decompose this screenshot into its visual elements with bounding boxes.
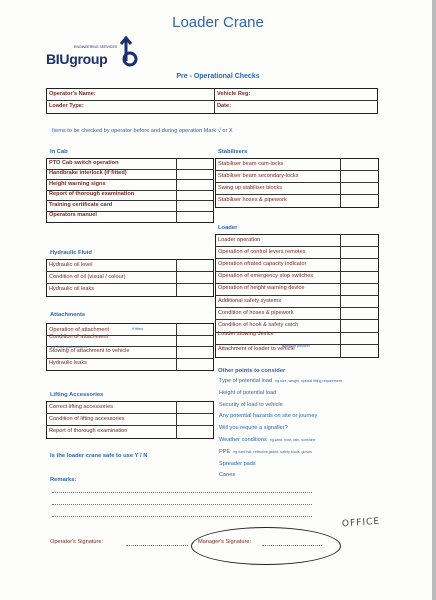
other-point-text: Weather conditions	[219, 437, 267, 443]
other-point-text: Cones	[219, 472, 236, 479]
other-point-text: Height of potential load	[219, 389, 277, 396]
stab-check-box[interactable]	[341, 159, 376, 169]
stabilisers-heading: Stabilisers	[218, 149, 248, 155]
loader-check-box[interactable]	[341, 345, 376, 355]
loader-check-box[interactable]	[341, 320, 376, 330]
form-subtitle: Pre - Operational Checks	[176, 73, 260, 80]
hyd-check-box[interactable]	[177, 284, 211, 294]
other-point-item	[219, 413, 317, 419]
stab-check-box[interactable]	[341, 195, 376, 205]
other-point-item	[219, 437, 316, 443]
hyd-row-label: Hydraulic oil leaks	[49, 285, 95, 292]
manager-signature-label: Manager's Signature:	[198, 539, 251, 545]
loader-row-label: Operation of emergency stop switches	[218, 273, 314, 280]
stab-check-box[interactable]	[341, 171, 376, 181]
loader-row-label: Operation of control levers remotes	[218, 248, 306, 255]
other-point-text: Will you require a signaller?	[219, 425, 288, 432]
loader-type-field[interactable]: Loader Type:	[49, 103, 84, 109]
loader-row-label: Condition of hook & safety catch	[218, 322, 299, 328]
incab-row-label: PTO Cab switch operation	[49, 159, 119, 166]
att-check-box[interactable]	[177, 347, 211, 357]
logo-arrow-icon	[118, 35, 140, 69]
manager-signature-circle	[191, 527, 341, 565]
att-row-label: Hydraulic leaks	[49, 359, 87, 366]
safe-to-use-question: Is the loader crane safe to use Y / N	[50, 453, 148, 459]
other-point-note: eg size, weight, special lifting requirement	[275, 379, 342, 383]
other-point-item	[219, 402, 283, 408]
lift-row-label: Condition of lifting accessories	[49, 415, 125, 422]
lift-row-label: Correct lifting accessories	[49, 403, 114, 410]
form-title: Loader Crane	[172, 14, 264, 31]
loader-check-box[interactable]	[341, 333, 376, 343]
other-point-item	[219, 472, 235, 478]
attachment-cond-note: eg. brick grab, rubbers	[51, 345, 87, 349]
operator-signature-line[interactable]	[126, 545, 188, 546]
att-check-box[interactable]	[177, 336, 211, 346]
loader-row-label: Loader operation	[218, 236, 261, 243]
incab-row-label: Operators manuel	[49, 212, 97, 219]
other-point-item	[219, 461, 256, 467]
att-check-box[interactable]	[177, 324, 211, 334]
loader-row-label: Attachment of loader to vehicle	[218, 346, 295, 353]
loader-row-label: Operation ofrated capacity indicator	[218, 261, 307, 267]
loader-check-box[interactable]	[341, 308, 376, 318]
incab-check-box[interactable]	[177, 191, 211, 200]
header-fields-box	[46, 88, 378, 114]
hyd-check-box[interactable]	[177, 260, 211, 270]
lift-row-label: Report of thorough examination	[49, 427, 128, 434]
loader-row-label: Condition of hoses & pipework	[218, 309, 294, 316]
hyd-row-label: Hydraulic oil level	[49, 261, 93, 268]
other-point-text: Type of potential load	[219, 378, 273, 384]
hydraulic-fluid-heading: Hydraulic Fluid	[50, 250, 92, 256]
attachment-op-note: if fitted	[132, 327, 143, 331]
operator-name-field[interactable]: Operator's Name:	[49, 91, 96, 97]
att-check-box[interactable]	[177, 359, 211, 369]
other-point-item	[219, 378, 342, 384]
remarks-label: Remarks:	[50, 477, 77, 483]
loader-check-box[interactable]	[341, 272, 376, 282]
other-point-note: eg hard hat, reflective jacket, safety boots, gloves	[233, 449, 312, 454]
other-point-text: Spreader pads	[219, 460, 256, 467]
stowing-note: transport position	[282, 344, 310, 348]
in-cab-heading: In Cab	[50, 149, 68, 155]
other-point-note: eg wind, frost, rain, sunshine	[269, 438, 316, 442]
stab-row-label: Stabiliser beam cam-locks	[218, 160, 284, 167]
loader-heading: Loader	[218, 225, 238, 231]
att-row-label: Stowing of attachment to vehicle	[49, 348, 130, 355]
att-row-label: Condition of attachment	[49, 333, 109, 340]
incab-check-box[interactable]	[177, 170, 211, 179]
incab-row-label: Handbrake interlock (if fitted)	[49, 170, 127, 177]
manager-signature-line[interactable]	[262, 545, 322, 546]
loader-row-label: Operation of height warning device	[218, 285, 305, 292]
stab-row-label: Stabiliser hoses & pipework	[218, 196, 287, 203]
other-point-item	[219, 449, 312, 455]
instructions-text: Items to be checked by operator before and during operation Mark √ or X	[52, 128, 233, 134]
other-point-item	[219, 390, 276, 396]
remarks-line-3[interactable]	[52, 516, 312, 517]
stab-row-label: Stabiliser beam secondary-locks	[218, 172, 299, 179]
incab-check-box[interactable]	[177, 159, 211, 168]
incab-check-box[interactable]	[177, 180, 211, 189]
stab-row-label: Swing up stabiliser blocks	[218, 184, 283, 191]
handwritten-office: OFFICE	[341, 516, 381, 530]
attachments-heading: Attachments	[50, 312, 86, 318]
remarks-line-2[interactable]	[52, 504, 312, 505]
stab-check-box[interactable]	[341, 183, 376, 193]
hyd-row-label: Condition of oil (visual / colour)	[49, 273, 126, 280]
loader-check-box[interactable]	[341, 235, 376, 245]
scan-edge	[432, 0, 436, 600]
incab-row-label: Report of thorough examination	[49, 191, 135, 198]
loader-row-label: Additional safety systems	[218, 297, 282, 304]
other-point-text: Any potential hazards on site or journey	[219, 413, 318, 420]
incab-row-label: Training certificate card	[49, 201, 113, 208]
operator-signature-label: Operator's Signature:	[50, 539, 103, 545]
hyd-check-box[interactable]	[177, 272, 211, 282]
loader-check-box[interactable]	[341, 247, 376, 257]
incab-row-label: Height warning signs	[49, 180, 106, 187]
att-row-label: Operation of attachment	[49, 327, 110, 334]
other-point-text: PPE	[219, 448, 231, 455]
lift-check-box[interactable]	[177, 426, 211, 436]
remarks-line-1[interactable]	[52, 492, 312, 493]
loader-row-label: Loader stowing device	[218, 331, 274, 338]
logo-text: BIUgroup	[46, 51, 108, 67]
company-logo	[46, 35, 138, 65]
incab-check-box[interactable]	[177, 201, 211, 210]
loader-check-box[interactable]	[341, 284, 376, 294]
other-point-item	[219, 425, 288, 431]
other-points-heading: Other points to consider	[218, 368, 286, 374]
lift-check-box[interactable]	[177, 402, 211, 412]
other-point-text: Security of load to vehicle	[219, 401, 283, 408]
incab-check-box[interactable]	[177, 212, 211, 221]
loader-check-box[interactable]	[341, 259, 376, 269]
lift-check-box[interactable]	[177, 414, 211, 424]
date-field[interactable]: Date:	[217, 103, 231, 109]
logo-tagline: ENGINEERING SERVICES	[74, 45, 118, 49]
lifting-accessories-heading: Lifting Accessories	[50, 392, 104, 398]
vehicle-reg-field[interactable]: Vehicle Reg:	[217, 91, 251, 97]
loader-check-box[interactable]	[341, 296, 376, 306]
